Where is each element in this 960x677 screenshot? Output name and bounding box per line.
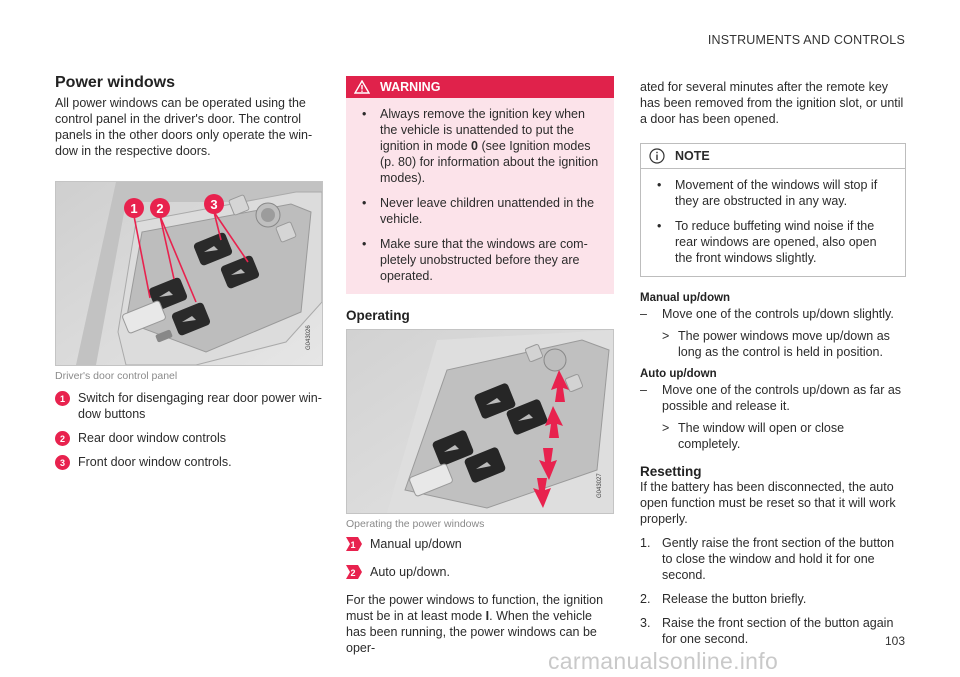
- warning-header: [346, 76, 614, 98]
- list-item: 2. Release the button briefly.: [640, 592, 807, 606]
- callout-2: [150, 198, 170, 218]
- heading-auto-up-down: Auto up/down: [640, 368, 717, 380]
- legend-item: [346, 536, 614, 552]
- figure-operating-windows: [346, 329, 614, 514]
- figure-door-control-panel: [55, 181, 323, 366]
- note-list: [641, 169, 905, 276]
- column-left: [55, 74, 323, 470]
- legend-text: Switch for disengaging rear door power win-dow buttons: [78, 391, 322, 421]
- operating-paragraph: For the power windows to function, the ignition must be in at least mode I. When the vehicle has been running, the power windows can be oper-: [346, 593, 604, 655]
- legend-item: [346, 564, 614, 580]
- manual-step: – Move one of the controls up/down slightly.: [640, 307, 894, 321]
- legend-item: [55, 454, 323, 470]
- arrow-2-icon: [346, 565, 362, 579]
- note-header: [641, 144, 905, 169]
- svg-text:2: 2: [350, 568, 356, 578]
- warning-triangle-icon: [354, 80, 370, 94]
- figure-code: G043026: [306, 325, 312, 350]
- info-icon: [649, 148, 665, 164]
- legend-number: 3: [55, 455, 70, 470]
- figure-code: G043027: [597, 473, 603, 498]
- operating-illustration: [347, 330, 613, 513]
- warning-item: • Always remove the ignition key when the vehicle is unattended to put the ignition in mode 0 (see Ignition modes (p. 80) for information about the ignition modes).: [356, 106, 604, 186]
- auto-step: – Move one of the controls up/down as far as possible and release it.: [640, 383, 902, 413]
- heading-resetting: Resetting: [640, 464, 702, 479]
- note-item: • To reduce buffeting wind noise if the rear windows are opened, also open the front windows slightly.: [651, 218, 895, 266]
- section-header: INSTRUMENTS AND CONTROLS: [707, 33, 905, 47]
- callout-1: [124, 198, 144, 218]
- column-middle: [346, 76, 614, 656]
- list-item: 1. Gently raise the front section of the button to close the window and hold it for one second.: [640, 536, 895, 582]
- figure-caption: Operating the power windows: [346, 518, 485, 530]
- door-panel-illustration: [56, 182, 322, 365]
- note-item: • Movement of the windows will stop if they are obstructed in any way.: [651, 177, 895, 209]
- arrow-1-icon: [346, 537, 362, 551]
- callout-3: [204, 194, 224, 214]
- legend-text: Manual up/down: [370, 537, 462, 551]
- svg-text:1: 1: [350, 540, 356, 550]
- resetting-steps: [640, 535, 906, 647]
- section-heading-operating: Operating: [346, 308, 410, 323]
- warning-list: [346, 98, 614, 294]
- legend-item: [55, 390, 323, 422]
- svg-text:3: 3: [210, 197, 218, 212]
- warning-item: • Never leave children unattended in the vehicle.: [356, 195, 604, 227]
- watermark: carmanualsonline.info: [548, 648, 779, 674]
- svg-text:2: 2: [156, 201, 164, 216]
- legend-item: [55, 430, 323, 446]
- svg-text:1: 1: [130, 201, 138, 216]
- ignition-mode: 0: [471, 139, 478, 153]
- legend-text: Front door window controls.: [78, 455, 232, 469]
- note-box: [640, 143, 906, 277]
- auto-result: > The window will open or close completely.: [662, 421, 845, 451]
- legend-number: 2: [55, 431, 70, 446]
- warning-box: [346, 76, 614, 294]
- page-title: Power windows: [55, 74, 176, 91]
- warning-label: WARNING: [380, 80, 441, 94]
- note-label: NOTE: [675, 149, 710, 163]
- warning-item: • Make sure that the windows are com-pletely unobstructed before they are operated.: [356, 236, 604, 284]
- page-number: 103: [884, 634, 905, 648]
- intro-paragraph: All power windows can be operated using the control panel in the driver's door. The control panels in the other doors only operate the win-dow in the respective doors.: [55, 96, 313, 158]
- continued-paragraph: ated for several minutes after the remote key has been removed from the ignition slot, or until a door has been opened.: [640, 80, 904, 126]
- figure-caption: Driver's door control panel: [55, 370, 178, 382]
- column-right: [640, 79, 906, 655]
- resetting-paragraph: If the battery has been disconnected, the auto open function must be reset so that it will work properly.: [640, 480, 896, 526]
- legend-text: Auto up/down.: [370, 565, 450, 579]
- ignition-mode: I: [485, 609, 490, 623]
- legend-text: Rear door window controls: [78, 431, 226, 445]
- list-item: 3. Raise the front section of the button again for one second.: [640, 616, 894, 646]
- legend-number: 1: [55, 391, 70, 406]
- heading-manual-up-down: Manual up/down: [640, 292, 731, 304]
- manual-result: > The power windows move up/down as long as the control is held in position.: [662, 329, 890, 359]
